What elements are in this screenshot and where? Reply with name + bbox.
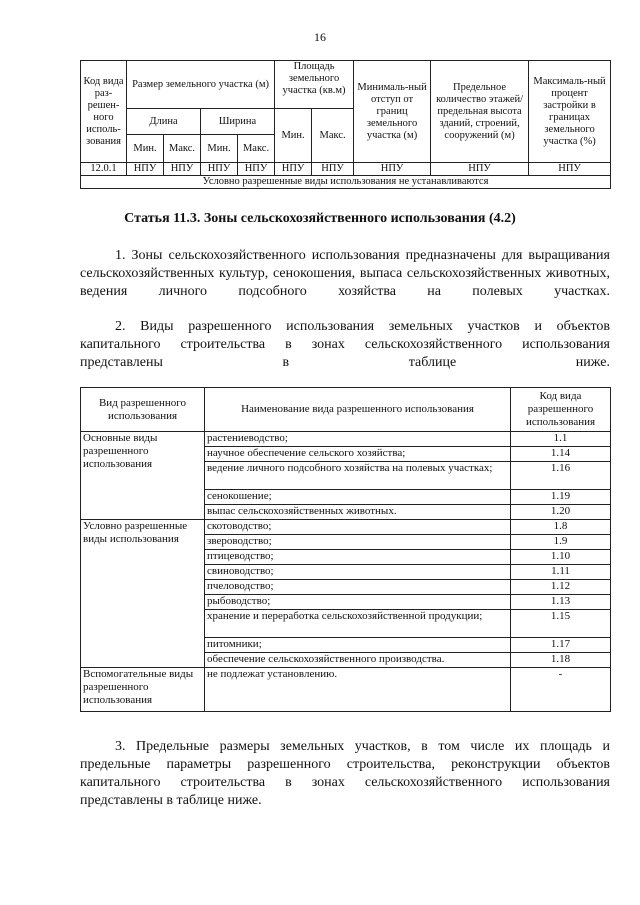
use-name: рыбоводство; bbox=[205, 595, 511, 610]
header-length: Длина bbox=[127, 109, 201, 135]
header-setback: Минималь-ный отступ от границ земельного участка (м) bbox=[354, 61, 431, 163]
cell-value: НПУ bbox=[238, 163, 275, 176]
page-number: 16 bbox=[314, 30, 326, 44]
use-code: 1.12 bbox=[511, 580, 611, 595]
header-max-area: Макс. bbox=[312, 109, 354, 163]
cell-value: НПУ bbox=[275, 163, 312, 176]
cell-value: НПУ bbox=[127, 163, 164, 176]
use-name: обеспечение сельскохозяйственного производства. bbox=[205, 653, 511, 668]
permitted-uses-table bbox=[80, 387, 611, 712]
cell-value: НПУ bbox=[529, 163, 611, 176]
use-code: 1.14 bbox=[511, 447, 611, 462]
use-code: 1.8 bbox=[511, 520, 611, 535]
use-code: 1.19 bbox=[511, 490, 611, 505]
cell-value: НПУ bbox=[201, 163, 238, 176]
header-floors: Предельное количество этажей/ предельная высота зданий, строений, сооружений (м) bbox=[431, 61, 529, 163]
use-name: сенокошение; bbox=[205, 490, 511, 505]
use-name: не подлежат установлению. bbox=[205, 668, 511, 712]
use-code: - bbox=[511, 668, 611, 712]
paragraph-1: 1. Зоны сельскохозяйственного использования предназначены для выращивания сельскохозяйственных культур, сенокошения, выпаса сельскохозяйственных животных, ведения личного подсобного хозяйства на полевых участках. bbox=[80, 248, 610, 299]
use-code: 1.13 bbox=[511, 595, 611, 610]
header-area: Площадь земельного участка (кв.м) bbox=[275, 61, 354, 109]
parameters-table bbox=[80, 60, 611, 189]
header-min-width: Мин. bbox=[201, 135, 238, 163]
table-row bbox=[81, 668, 611, 712]
use-name: ведение личного подсобного хозяйства на полевых участках; bbox=[205, 462, 511, 490]
article-heading: Статья 11.3. Зоны сельскохозяйственного использования (4.2) bbox=[124, 211, 516, 226]
use-name: свиноводство; bbox=[205, 565, 511, 580]
header-percent: Максималь-ный процент застройки в границах земельного участка (%) bbox=[529, 61, 611, 163]
table-row bbox=[81, 432, 611, 447]
header-max-width: Макс. bbox=[238, 135, 275, 163]
use-name: хранение и переработка сельскохозяйственной продукции; bbox=[205, 610, 511, 638]
group-label-conditional: Условно разрешенные виды использования bbox=[81, 520, 205, 668]
use-code: 1.1 bbox=[511, 432, 611, 447]
table-row bbox=[81, 520, 611, 535]
use-code: 1.18 bbox=[511, 653, 611, 668]
use-code: 1.11 bbox=[511, 565, 611, 580]
cell-value: НПУ bbox=[164, 163, 201, 176]
use-name: выпас сельскохозяйственных животных. bbox=[205, 505, 511, 520]
table-note: Условно разрешенные виды использования не устанавливаются bbox=[81, 176, 611, 189]
header-size: Размер земельного участка (м) bbox=[127, 61, 275, 109]
cell-value: НПУ bbox=[431, 163, 529, 176]
paragraph-3: 3. Предельные размеры земельных участков, в том числе их площадь и предельные параметры разрешенного строительства, реконструкции объектов капитального строительства в зонах сельскохозяйственного использования представлены в таблице ниже. bbox=[80, 739, 610, 808]
use-code: 1.9 bbox=[511, 535, 611, 550]
group-label-main: Основные виды разрешенного использования bbox=[81, 432, 205, 520]
header-min-area: Мин. bbox=[275, 109, 312, 163]
group-label-auxiliary: Вспомогательные виды разрешенного использования bbox=[81, 668, 205, 712]
header-use-name: Наименование вида разрешенного использования bbox=[205, 388, 511, 432]
use-name: пчеловодство; bbox=[205, 580, 511, 595]
paragraph-2: 2. Виды разрешенного использования земельных участков и объектов капитального строительства в зонах сельскохозяйственного использования представлены в таблице ниже. bbox=[80, 319, 610, 370]
header-code: Код вида раз-решен-ного исполь-зования bbox=[81, 61, 127, 163]
header-min-length: Мин. bbox=[127, 135, 164, 163]
use-name: птицеводство; bbox=[205, 550, 511, 565]
use-code: 1.10 bbox=[511, 550, 611, 565]
use-code: 1.15 bbox=[511, 610, 611, 638]
use-name: звероводство; bbox=[205, 535, 511, 550]
use-name: питомники; bbox=[205, 638, 511, 653]
cell-code: 12.0.1 bbox=[81, 163, 127, 176]
use-code: 1.16 bbox=[511, 462, 611, 490]
use-name: скотоводство; bbox=[205, 520, 511, 535]
cell-value: НПУ bbox=[312, 163, 354, 176]
use-name: растениеводство; bbox=[205, 432, 511, 447]
use-code: 1.20 bbox=[511, 505, 611, 520]
header-max-length: Макс. bbox=[164, 135, 201, 163]
use-name: научное обеспечение сельского хозяйства; bbox=[205, 447, 511, 462]
header-width: Ширина bbox=[201, 109, 275, 135]
use-code: 1.17 bbox=[511, 638, 611, 653]
header-use-type: Вид разрешенного использования bbox=[81, 388, 205, 432]
header-use-code: Код вида разрешенного использования bbox=[511, 388, 611, 432]
cell-value: НПУ bbox=[354, 163, 431, 176]
table-row bbox=[81, 163, 611, 176]
